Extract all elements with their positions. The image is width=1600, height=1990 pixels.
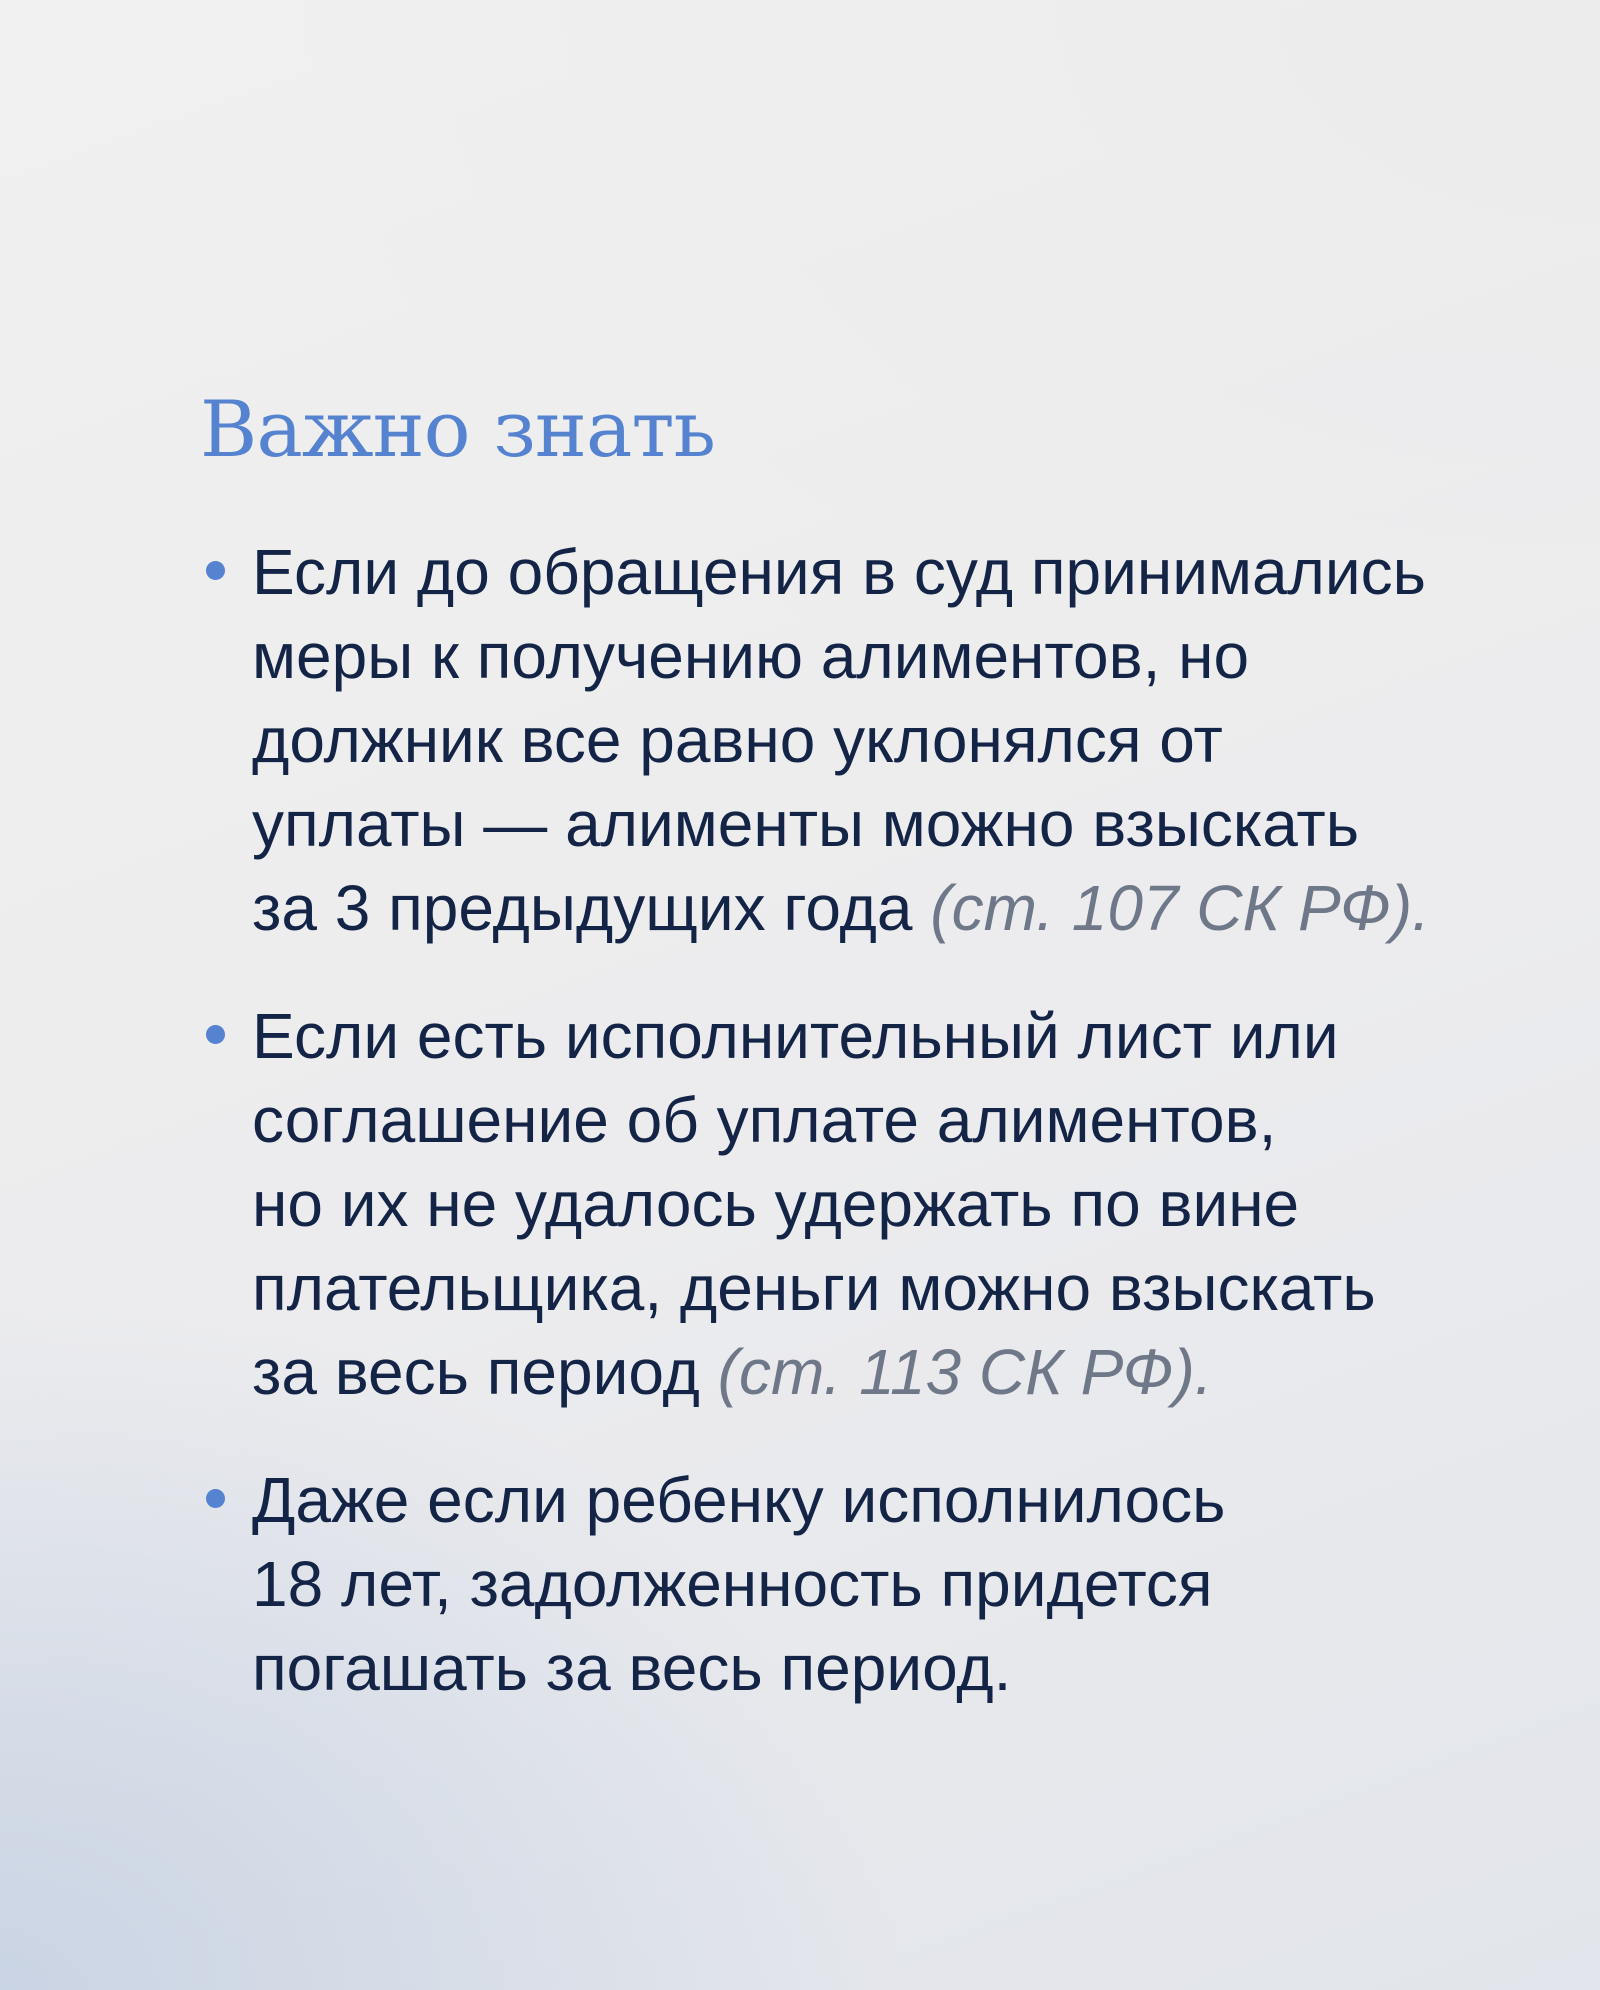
bullet-line: меры к получению алиментов, но <box>252 620 1250 692</box>
bullet-dot-icon <box>206 1025 225 1044</box>
bullet-line: Если до обращения в суд принимались <box>252 536 1426 608</box>
bullet-line-last <box>252 866 1530 950</box>
law-reference: (ст. 113 СК РФ). <box>717 1336 1213 1408</box>
bullet-list <box>200 530 1530 1710</box>
bullet-line-text: за 3 предыдущих года <box>252 872 913 944</box>
bullet-dot-icon <box>206 561 225 580</box>
bullet-item <box>200 530 1530 950</box>
bullet-line: Если есть исполнительный лист или <box>252 1000 1339 1072</box>
bullet-line: но их не удалось удержать по вине <box>252 1168 1300 1240</box>
bullet-line: Даже если ребенку исполнилось <box>252 1464 1226 1536</box>
bullet-item <box>200 1458 1530 1710</box>
bullet-line: погашать за весь период. <box>252 1632 1012 1704</box>
bullet-line: соглашение об уплате алиментов, <box>252 1084 1277 1156</box>
page-title: Важно знать <box>200 385 715 475</box>
bullet-line-last <box>252 1330 1530 1414</box>
info-card <box>200 380 1530 1754</box>
bullet-item <box>200 994 1530 1414</box>
bullet-line-text: за весь период <box>252 1336 700 1408</box>
bullet-line: плательщика, деньги можно взыскать <box>252 1252 1376 1324</box>
bullet-line: должник все равно уклонялся от <box>252 704 1223 776</box>
bullet-line: 18 лет, задолженность придется <box>252 1548 1213 1620</box>
law-reference: (ст. 107 СК РФ). <box>930 872 1430 944</box>
bullet-line: уплаты — алименты можно взыскать <box>252 788 1360 860</box>
bullet-dot-icon <box>206 1489 225 1508</box>
